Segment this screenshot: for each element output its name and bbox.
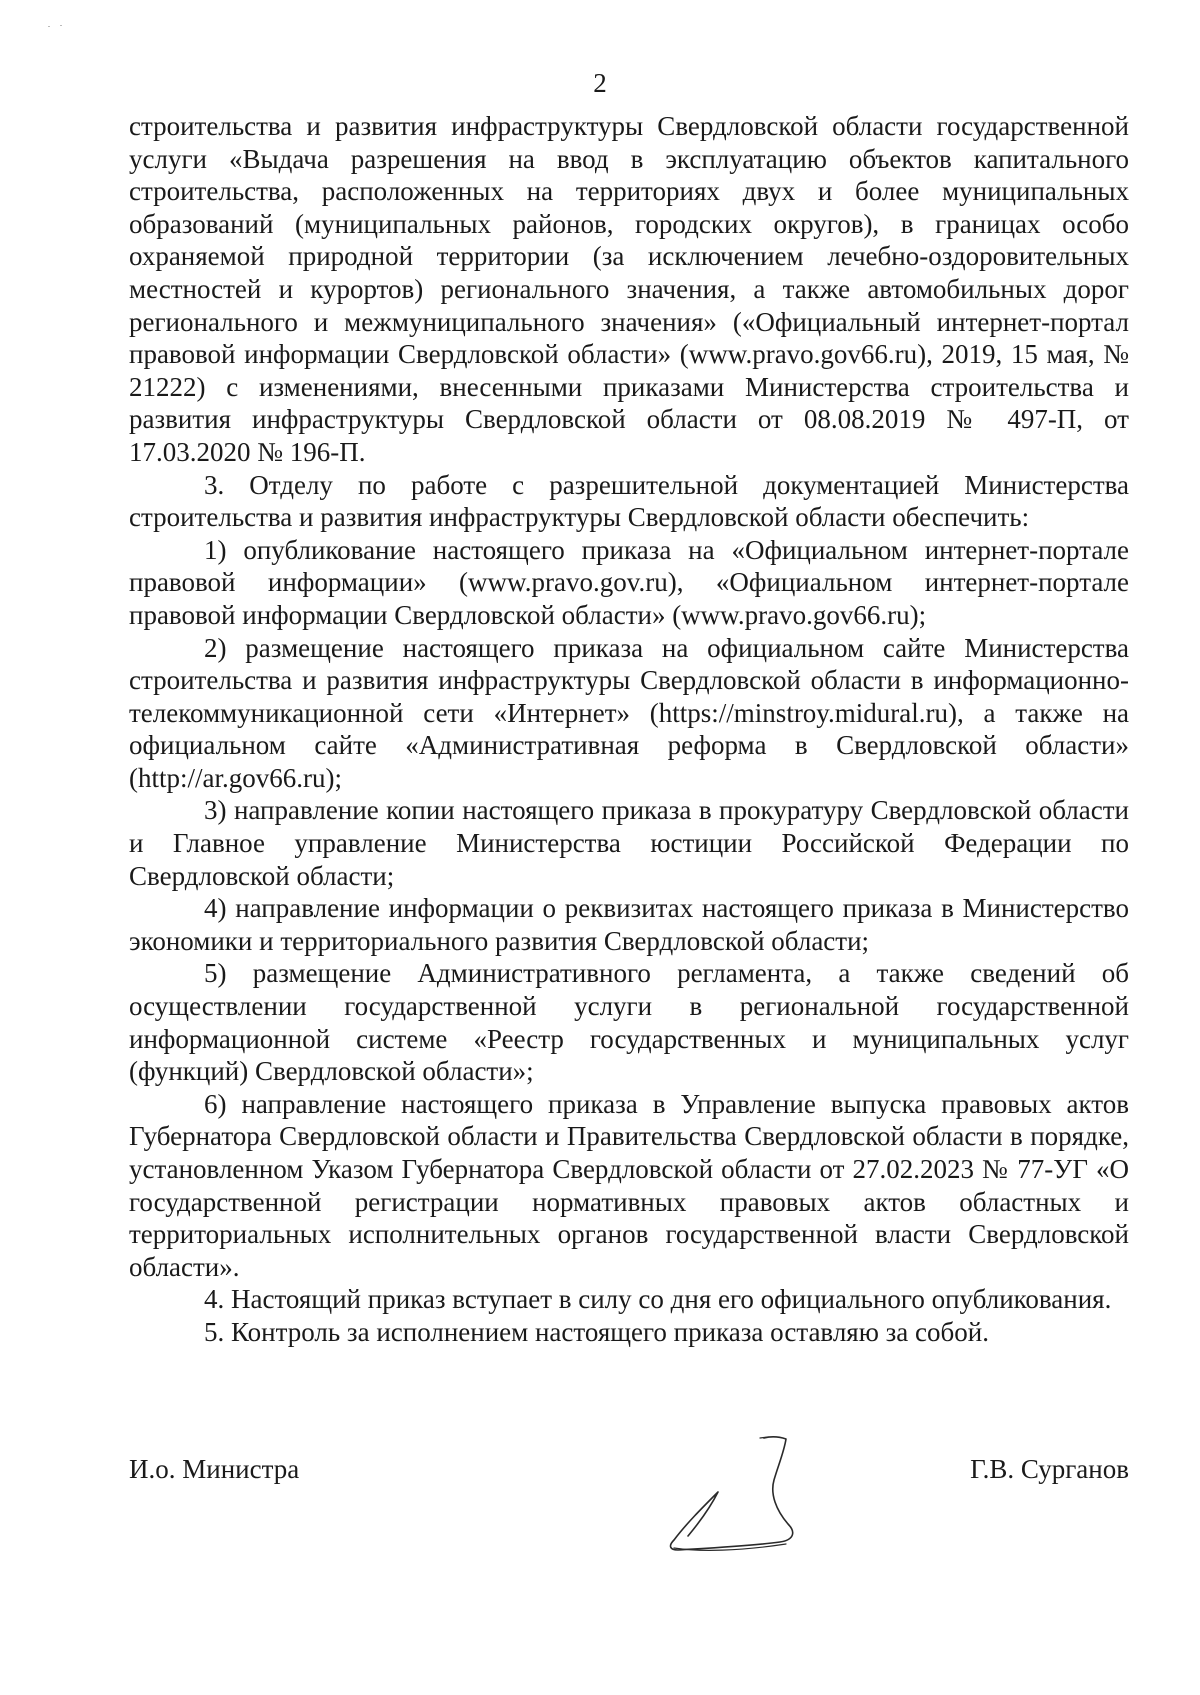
paragraph-subitem-3: 3) направление копии настоящего приказа в прокуратуру Свердловской области и Главное управление Министерства юстиции Российской Федерации по Свердловской области;: [129, 795, 1129, 891]
paragraph-subitem-5: 5) размещение Административного регламента, а также сведений об осуществлении государственной услуги в региональной государственной информационной системе «Реестр государственных и муниципальных услуг (функций) Свердловской области»;: [129, 958, 1129, 1087]
signatory-name: Г.В. Сурганов: [970, 1454, 1129, 1484]
paragraph-continuation: строительства и развития инфраструктуры Свердловской области государственной услуги «Выдача разрешения на ввод в эксплуатацию объектов капитального строительства, расположенных на территориях двух и более муниципальных образований (муниципальных районов, городских округов), в границах особо охраняемой природной территории (за исключением лечебно-оздоровительных местностей и курортов) регионального значения, а также автомобильных дорог регионального и межмуниципального значения» («Официальный интернет-портал правовой информации Свердловской области» (www.pravo.gov66.ru), 2019, 15 мая, № 21222) с изменениями, внесенными приказами Министерства строительства и развития инфраструктуры Свердловской области от 08.08.2019 № 497-П, от 17.03.2020 № 196-П.: [129, 111, 1129, 467]
handwritten-signature: [660, 1432, 890, 1582]
paragraph-subitem-1: 1) опубликование настоящего приказа на «Официальном интернет-портале правовой информации» (www.pravo.gov.ru), «Официальном интернет-портале правовой информации Свердловской области» (www.pravo.gov66.ru);: [129, 534, 1129, 630]
paragraph-subitem-2: 2) размещение настоящего приказа на официальном сайте Министерства строительства и развития инфраструктуры Свердловской области в информационно-телекоммуникационной сети «Интернет» (https://minstroy.midural.ru), а также на официальном сайте «Административная реформа в Свердловской области» (http://ar.gov66.ru);: [129, 632, 1129, 793]
paragraph-item-5: 5. Контроль за исполнением настоящего приказа оставляю за собой.: [204, 1316, 989, 1347]
signatory-role: И.о. Министра: [129, 1454, 300, 1484]
paragraph-subitem-4: 4) направление информации о реквизитах настоящего приказа в Министерство экономики и территориального развития Свердловской области;: [129, 893, 1129, 956]
paragraph-item-4: 4. Настоящий приказ вступает в силу со дня его официального опубликования.: [204, 1284, 1112, 1315]
document-body: [129, 110, 1129, 1349]
paragraph-item-3: 3. Отделу по работе с разрешительной документацией Министерства строительства и развития инфраструктуры Свердловской области обеспечить:: [129, 469, 1129, 533]
paragraph-subitem-6: 6) направление настоящего приказа в Управление выпуска правовых актов Губернатора Свердловской области и Правительства Свердловской области в порядке, установленном Указом Губернатора Свердловской области от 27.02.2023 № 77-УГ «О государственной регистрации нормативных правовых актов областных и территориальных исполнительных органов государственной власти Свердловской области».: [129, 1088, 1129, 1282]
scan-artifact: [60, 25, 62, 26]
scan-artifact: [48, 26, 50, 27]
page-number: 2: [593, 68, 607, 98]
signature-block: [129, 1452, 1129, 1492]
